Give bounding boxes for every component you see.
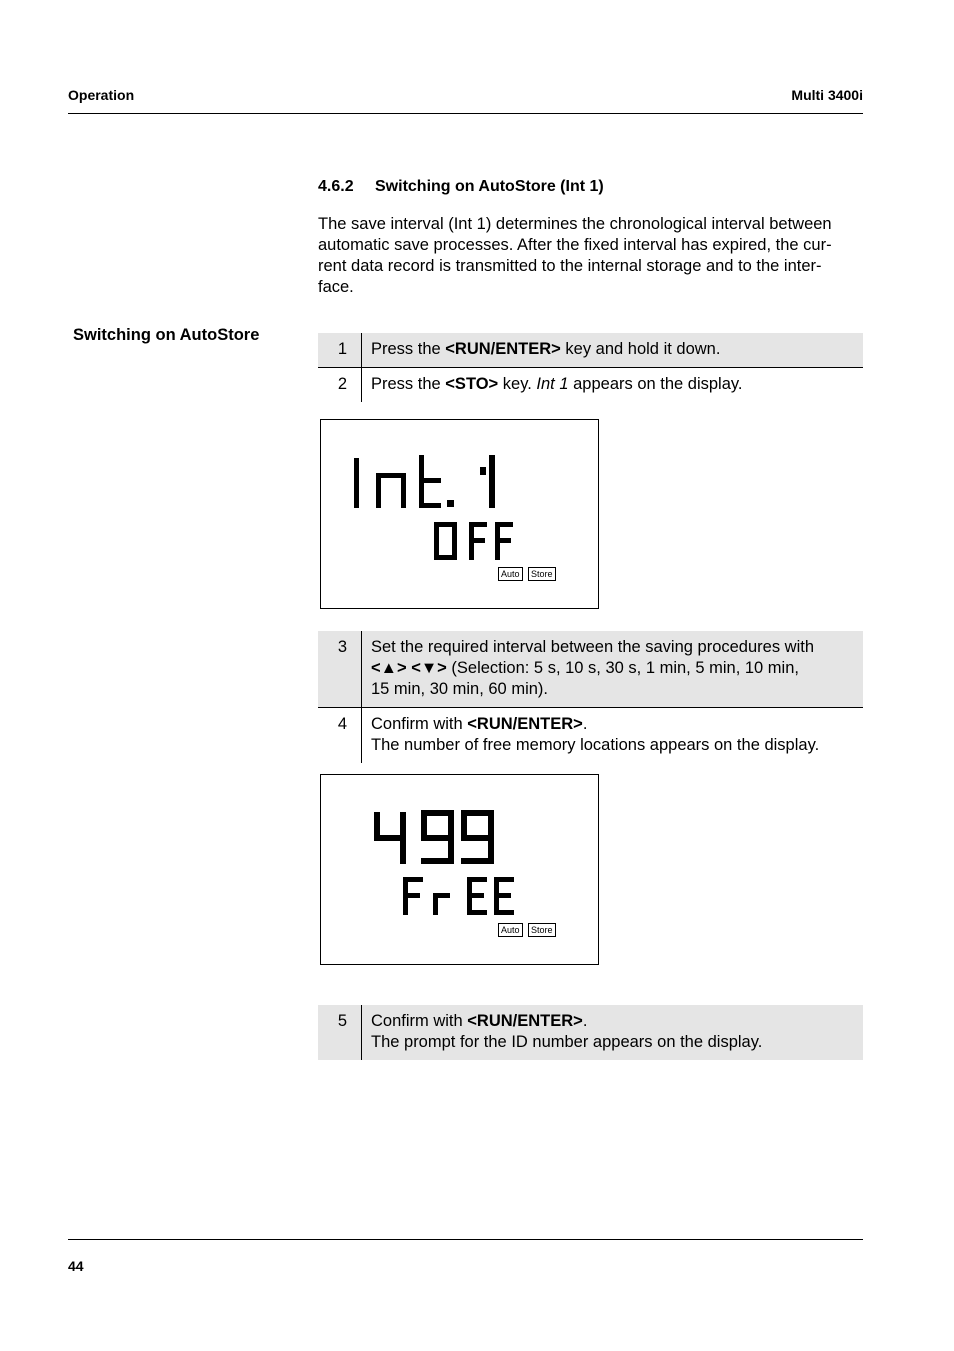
store-indicator: Store: [528, 923, 556, 937]
section-heading: [318, 178, 604, 196]
lcd-display-int1: [320, 419, 599, 609]
step-number: 2: [318, 368, 362, 403]
step-row: [318, 631, 863, 708]
auto-indicator: Auto: [498, 567, 523, 581]
intro-line: automatic save processes. After the fixed interval has expired, the cur-: [318, 236, 832, 254]
intro-line: The save interval (Int 1) determines the chronological interval between: [318, 215, 832, 233]
lcd-segments-int1: [321, 420, 598, 608]
steps-table-3: [318, 1005, 863, 1060]
step-row: [318, 368, 863, 403]
footer-rule: [68, 1239, 863, 1240]
lcd-segments-free: [321, 775, 598, 964]
step-row: [318, 708, 863, 764]
step-text: Set the required interval between the saving procedures with <▲> <▼> (Selection: 5 s, 10 s, 30 s, 1 min, 5 min, 10 min, 15 min, 30 min, 60 min).: [362, 631, 864, 708]
steps-table-2: [318, 631, 863, 763]
header-right: Multi 3400i: [791, 87, 863, 103]
header-left: Operation: [68, 87, 135, 103]
intro-line: face.: [318, 278, 354, 296]
auto-indicator: Auto: [498, 923, 523, 937]
arrow-up-key: <▲>: [371, 659, 407, 677]
step-text: Confirm with <RUN/ENTER>. The prompt for the ID number appears on the display.: [362, 1005, 864, 1060]
header-rule: [68, 113, 863, 114]
step-text: Confirm with <RUN/ENTER>. The number of free memory locations appears on the display.: [371, 715, 820, 754]
step-number: 3: [318, 631, 362, 708]
store-indicator: Store: [528, 567, 556, 581]
page-number: 44: [68, 1258, 84, 1274]
section-number: 4.6.2: [318, 178, 354, 195]
step-row: [318, 333, 863, 368]
step-number: 1: [318, 333, 362, 368]
lcd-display-free: [320, 774, 599, 965]
step-row: [318, 1005, 863, 1060]
arrow-down-key: <▼>: [411, 659, 447, 677]
side-label: Switching on AutoStore: [73, 326, 260, 344]
step-number: 4: [318, 708, 362, 764]
step-text: Press the <STO> key. Int 1 appears on the display.: [371, 375, 743, 393]
step-text: Press the <RUN/ENTER> key and hold it down.: [362, 333, 864, 368]
step-number: 5: [318, 1005, 362, 1060]
intro-paragraph: [318, 214, 878, 298]
intro-line: rent data record is transmitted to the internal storage and to the inter-: [318, 257, 822, 275]
steps-table-1: [318, 333, 863, 402]
section-title: Switching on AutoStore (Int 1): [375, 178, 604, 195]
